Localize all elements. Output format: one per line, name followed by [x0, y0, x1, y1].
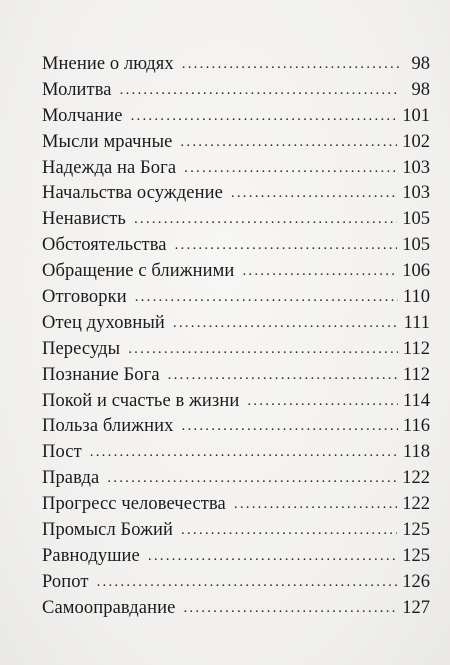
toc-entry-title: Ропот — [42, 571, 89, 592]
toc-entry-title: Надежда на Бога — [42, 157, 177, 178]
dot-leader — [134, 207, 397, 233]
dot-leader — [148, 544, 397, 570]
toc-entry — [42, 596, 430, 622]
dot-leader — [128, 337, 398, 363]
toc-entry-title: Молчание — [42, 105, 123, 126]
toc-entry-page: 125 — [402, 545, 430, 566]
toc-entry-page: 116 — [402, 416, 430, 437]
toc-entry-page: 122 — [402, 494, 430, 515]
dot-leader — [90, 440, 398, 466]
toc-entry-title: Обращение с ближними — [42, 261, 235, 282]
toc-entry — [42, 233, 430, 259]
toc-entry — [42, 389, 430, 415]
dot-leader — [131, 104, 398, 130]
dot-leader — [175, 233, 398, 259]
toc-entry-title: Ненависть — [42, 209, 126, 230]
toc-entry — [42, 518, 430, 544]
toc-entry-title: Прогресс человечества — [42, 494, 226, 515]
toc-entry — [42, 78, 430, 104]
toc-entry — [42, 130, 430, 156]
toc-entry-page: 98 — [411, 79, 430, 100]
toc-entry — [42, 440, 430, 466]
toc-entry-page: 102 — [402, 131, 430, 152]
toc-entry-title: Молитва — [42, 79, 112, 100]
toc-entry — [42, 259, 430, 285]
toc-entry — [42, 414, 430, 440]
dot-leader — [173, 311, 399, 337]
toc-entry-page: 112 — [402, 338, 430, 359]
dot-leader — [242, 259, 397, 285]
toc-entry-title: Отец духовный — [42, 312, 165, 333]
toc-entry-page: 101 — [402, 105, 430, 126]
toc-entry — [42, 156, 430, 182]
toc-entry — [42, 570, 430, 596]
toc-entry — [42, 52, 430, 78]
dot-leader — [120, 78, 399, 104]
dot-leader — [107, 466, 397, 492]
toc-entry-page: 126 — [402, 571, 430, 592]
dot-leader — [135, 285, 398, 311]
dot-leader — [182, 414, 398, 440]
toc-entry-title: Мысли мрачные — [42, 131, 173, 152]
toc-entry-title: Равнодушие — [42, 545, 140, 566]
toc-entry-title: Покой и счастье в жизни — [42, 390, 240, 411]
toc-entry — [42, 466, 430, 492]
toc-entry-page: 110 — [402, 287, 430, 308]
toc-entry-page: 106 — [402, 261, 430, 282]
toc-entry-title: Пост — [42, 442, 82, 463]
dot-leader — [234, 492, 397, 518]
dot-leader — [181, 518, 397, 544]
toc-entry-title: Мнение о людях — [42, 54, 174, 74]
toc-entry-title: Познание Бога — [42, 364, 160, 385]
toc-entry-page: 122 — [402, 468, 430, 489]
dot-leader — [180, 130, 397, 156]
dot-leader — [183, 596, 397, 622]
toc-entry-page: 114 — [402, 390, 430, 411]
toc-entry-page: 105 — [402, 209, 430, 230]
toc-entry — [42, 181, 430, 207]
toc-entry-page: 111 — [403, 312, 430, 333]
toc-entry — [42, 492, 430, 518]
toc-entry — [42, 363, 430, 389]
toc-entry — [42, 337, 430, 363]
toc-entry-title: Отговорки — [42, 287, 127, 308]
dot-leader — [168, 363, 398, 389]
toc-entry — [42, 104, 430, 130]
toc-entry-page: 103 — [402, 157, 430, 178]
toc-entry-title: Обстоятельства — [42, 235, 167, 256]
toc-entry-title: Правда — [42, 468, 100, 489]
toc-entry-page: 127 — [402, 597, 430, 618]
toc-entry — [42, 544, 430, 570]
dot-leader — [182, 52, 399, 78]
toc-entry-page: 118 — [402, 442, 430, 463]
dot-leader — [231, 181, 397, 207]
dot-leader — [184, 156, 397, 182]
toc-entry-title: Самооправдание — [42, 597, 176, 618]
toc-entry-title: Пересуды — [42, 338, 121, 359]
toc-entry-page: 125 — [402, 520, 430, 541]
dot-leader — [247, 389, 398, 415]
toc-entry — [42, 207, 430, 233]
toc-entry-page: 103 — [402, 183, 430, 204]
toc-entry-page: 112 — [402, 364, 430, 385]
toc-entry-title: Начальства осуждение — [42, 183, 223, 204]
toc-entry-title: Промысл Божий — [42, 520, 174, 541]
toc-entry — [42, 311, 430, 337]
toc-entry-page: 98 — [411, 54, 430, 74]
toc-entry — [42, 285, 430, 311]
table-of-contents — [42, 52, 430, 622]
toc-entry-title: Польза ближних — [42, 416, 174, 437]
dot-leader — [97, 570, 398, 596]
toc-entry-page: 105 — [402, 235, 430, 256]
